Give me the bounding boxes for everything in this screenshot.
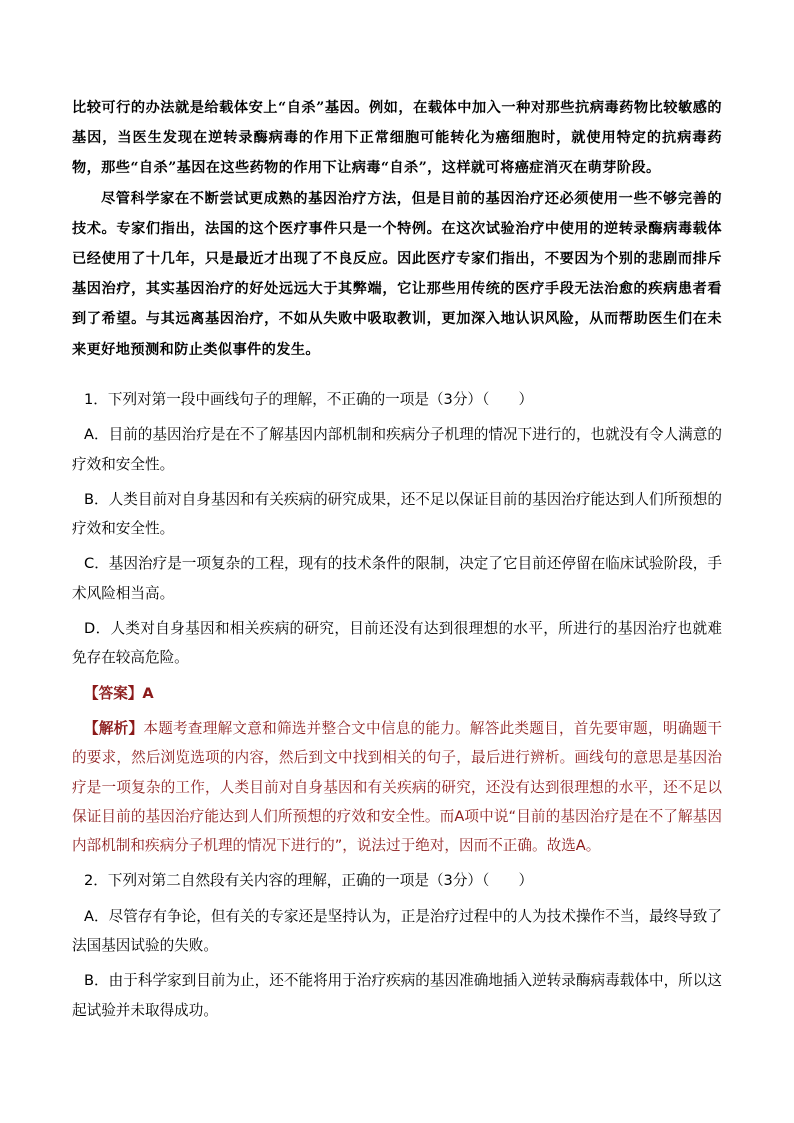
passage-paragraph-2: 尽管科学家在不断尝试更成熟的基因治疗方法，但是目前的基因治疗还必须使用一些不够完善的技术。专家们指出，法国的这个医疗事件只是一个特例。在这次试验治疗中使用的逆转录酶病毒载体已经使用了十几年，只是最近才出现了不良反应。因此医疗专家们指出，不要因为个别的悲剧而排斥基因治疗，其实基因治疗的好处远远大于其弊端，它让那些用传统的医疗手段无法治愈的疾病患者看到了希望。与其远离基因治疗，不如从失败中吸取教训，更加深入地认识风险，从而帮助医生们在未来更好地预测和防止类似事件的发生。 <box>72 190 722 358</box>
question-1-stem: 1．下列对第一段中画线句子的理解，不正确的一项是（3分）（ ） <box>84 391 534 408</box>
answer-label: 【答案】 <box>84 684 143 702</box>
reading-passage <box>72 93 722 365</box>
question-2-stem: 2．下列对第二自然段有关内容的理解，正确的一项是（3分）（ ） <box>84 872 534 890</box>
question-1-option-d: D．人类对自身基因和相关疾病的研究，目前还没有达到很理想的水平，所进行的基因治疗也就难免存在较高危险。 <box>72 620 722 667</box>
question-1-option-c: C．基因治疗是一项复杂的工程，现有的技术条件的限制，决定了它目前还停留在临床试验阶段，手术风险相当高。 <box>72 555 722 602</box>
answer-value: A <box>142 684 154 702</box>
document-page <box>72 0 722 1123</box>
question-1-option-b: B．人类目前对自身基因和有关疾病的研究成果，还不足以保证目前的基因治疗能达到人们所预想的疗效和安全性。 <box>72 490 722 538</box>
analysis-label: 【解析】 <box>84 719 144 737</box>
analysis-text: 本题考查理解文意和筛选并整合文中信息的能力。解答此类题目，首先要审题，明确题干的要求，然后浏览选项的内容，然后到文中找到相关的句子，最后进行辨析。画线句的意思是基因治疗是一项复杂的工作，人类目前对自身基因和有关疾病的研究，还没有达到很理想的水平，还不足以保证目前的基因治疗能达到人们所预想的疗效和安全性。而A项中说“目前的基因治疗是在不了解基因内部机制和疾病分子机理的情况下进行的”，说法过于绝对，因而不正确。故选A。 <box>72 719 722 855</box>
question-2-option-b: B．由于科学家到目前为止，还不能将用于治疗疾病的基因准确地插入逆转录酶病毒载体中，所以这起试验并未取得成功。 <box>72 972 722 1019</box>
question-1-analysis <box>72 714 722 860</box>
question-1-option-a: A．目前的基因治疗是在不了解基因内部机制和疾病分子机理的情况下进行的，也就没有令人满意的疗效和安全性。 <box>72 426 722 473</box>
question-section <box>72 385 722 1031</box>
question-2-option-a: A．尽管存有争论，但有关的专家还是坚持认为，正是治疗过程中的人为技术操作不当，最终导致了法国基因试验的失败。 <box>72 907 722 955</box>
passage-paragraph-1: 比较可行的办法就是给载体安上“自杀”基因。例如，在载体中加入一种对那些抗病毒药物比较敏感的基因，当医生发现在逆转录酶病毒的作用下正常细胞可能转化为癌细胞时，就使用特定的抗病毒药物，那些“自杀”基因在这些药物的作用下让病毒“自杀”，这样就可将癌症消灭在萌芽阶段。 <box>72 100 722 177</box>
question-1-answer <box>72 679 722 708</box>
